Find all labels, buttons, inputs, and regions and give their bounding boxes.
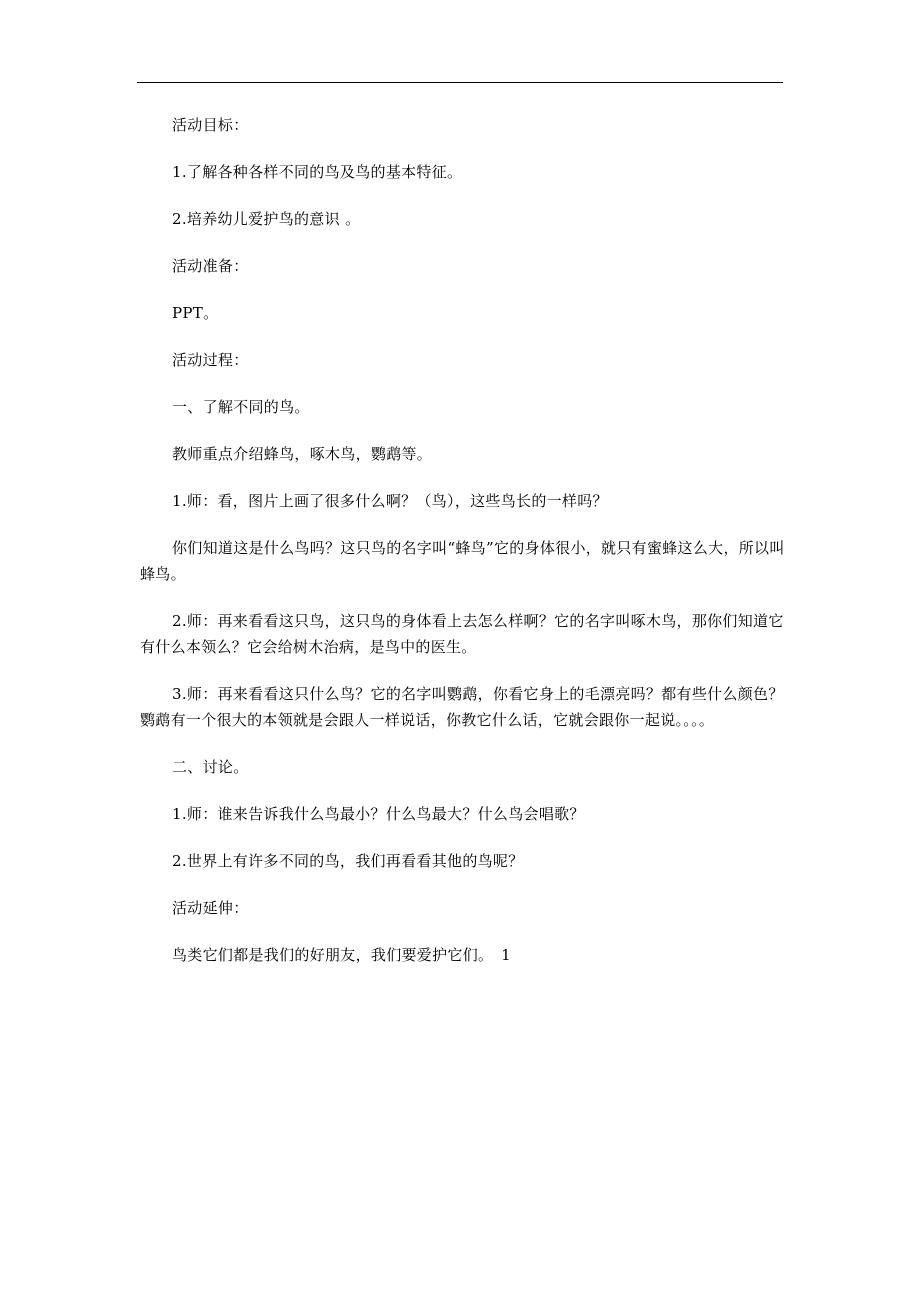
extension-text: 鸟类它们都是我们的好朋友，我们要爱护它们。 1 bbox=[172, 946, 511, 964]
process-step-2: 2.师：再来看看这只鸟，这只鸟的身体看上去怎么样啊？它的名字叫啄木鸟，那你们知道它有什么本领么？它会给树木治病，是鸟中的医生。 bbox=[140, 612, 784, 656]
section-heading-2: 二、讨论。 bbox=[172, 758, 249, 776]
discussion-item-2: 2.世界上有许多不同的鸟，我们再看看其他的鸟呢？ bbox=[172, 852, 524, 870]
discussion-item-1: 1.师：谁来告诉我什么鸟最小？什么鸟最大？什么鸟会唱歌？ bbox=[172, 805, 585, 823]
process-step-1: 1.师：看，图片上画了很多什么啊？（鸟），这些鸟长的一样吗？ bbox=[172, 492, 608, 510]
process-step-3: 3.师：再来看看这只什么鸟？它的名字叫鹦鹉，你看它身上的毛漂亮吗？都有些什么颜色？鹦鹉有一个很大的本领就是会跟人一样说话，你教它什么话，它就会跟你一起说。。。。 bbox=[140, 685, 784, 729]
heading-activity-process: 活动过程： bbox=[172, 351, 249, 369]
document-body bbox=[140, 112, 790, 989]
preparation-item: PPT。 bbox=[172, 304, 219, 322]
heading-activity-preparation: 活动准备： bbox=[172, 257, 249, 275]
heading-activity-extension: 活动延伸： bbox=[172, 899, 249, 917]
heading-activity-goals: 活动目标： bbox=[172, 116, 249, 134]
goal-item-2: 2.培养幼儿爱护鸟的意识 。 bbox=[172, 210, 361, 228]
header-rule bbox=[137, 82, 783, 83]
goal-item-1: 1.了解各种各样不同的鸟及鸟的基本特征。 bbox=[172, 163, 463, 181]
process-intro: 教师重点介绍蜂鸟，啄木鸟，鹦鹉等。 bbox=[172, 445, 433, 463]
section-heading-1: 一、了解不同的鸟。 bbox=[172, 398, 310, 416]
process-hummingbird: 你们知道这是什么鸟吗？这只鸟的名字叫“蜂鸟”它的身体很小，就只有蜜蜂这么大，所以叫蜂鸟。 bbox=[140, 539, 785, 583]
